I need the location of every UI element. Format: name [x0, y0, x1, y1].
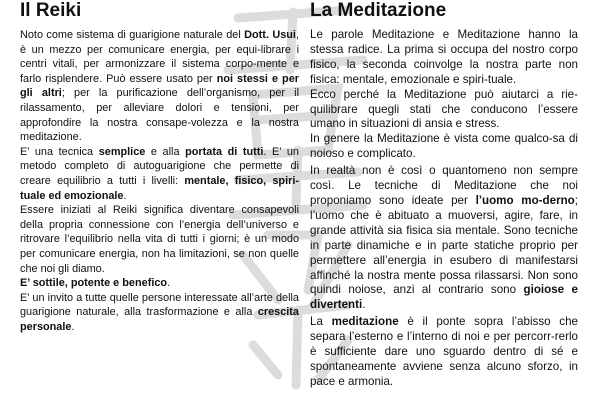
text-run: E’ un invito a tutte quelle persone interessate all’arte della guarigione naturale, alla trasformazione e alla: [20, 291, 299, 319]
text-run: .: [71, 320, 75, 333]
bold-run: gioiose e divertenti: [310, 283, 578, 312]
text-run: , è un mezzo per comunicare energia, per equi-librare i centri vitali, per armonizzare il sistema corpo-mente e farlo risplendere. Può essere usato per: [20, 29, 299, 85]
bold-run: semplice: [98, 145, 146, 158]
reiki-paragraph-5: [20, 291, 299, 335]
bold-run: E’ sottile, potente e benefico: [20, 277, 168, 290]
text-run: e alla: [145, 145, 186, 158]
text-run: ; per la purificazione dell’organismo, per il rilassamento, per alleviare dolori e tensioni, per approfondire la nostra consape-volezza e la nostra meditazione.: [20, 87, 299, 144]
meditazione-paragraph-5: [310, 315, 578, 390]
meditazione-paragraph-1: Le parole Meditazione e Meditazione hanno la stessa radice. La prima si occupa del nostro corpo fisico, la seconda coinvolge la nostra parte non fisica: mentale, emozionale e spiri-tuale.: [310, 28, 578, 86]
reiki-paragraph-3: Essere iniziati al Reiki significa diventare consapevoli della propria connessione con l’energia dell’universo e ritrovare l’equilibrio nella vita di tutti i giorni; è un modo per comunicare energia, non ha limitazioni, se non quelle che noi gli diamo.: [20, 204, 299, 275]
meditazione-title: La Meditazione: [310, 0, 447, 21]
text-run: E’ una tecnica: [20, 145, 99, 158]
text-run: .: [362, 298, 366, 312]
meditazione-body: [310, 28, 578, 390]
text-run: . E’ un metodo completo di autoguarigione che permette di creare equilibrio a tutti i livelli:: [20, 145, 299, 187]
meditazione-paragraph-2: Ecco perché la Meditazione può aiutarci a rie-quilibrare quegli stati che conducono l’essere umano in situazioni di ansia e stress.: [310, 87, 578, 131]
text-run: In realtà non è così o quantomeno non sempre così. Le tecniche di Meditazione che noi proponiamo sono ideate per: [310, 164, 578, 207]
bold-run: mentale, fisico, spiri-tuale ed emozionale: [20, 174, 299, 202]
reiki-paragraph-1: [20, 28, 299, 145]
bold-run: meditazione: [331, 315, 399, 329]
bold-run: l’uomo mo-derno: [475, 193, 575, 207]
bold-run: Dott. Usui: [244, 29, 296, 41]
bold-run: portata di tutti: [185, 145, 264, 158]
text-run: è il ponte sopra l’abisso che separa l’esterno e l’interno di noi e per percorr-rerlo è sufficiente dare uno sguardo dentro di sé e spontaneamente avviene senza alcuno sforzo, in pace e armonia.: [310, 315, 578, 388]
reiki-title: Il Reiki: [20, 0, 82, 21]
reiki-paragraph-4: [20, 276, 299, 291]
text-run: .: [123, 189, 127, 202]
text-run: ; l’uomo che è abituato a muoversi, agire, fare, in grande attività sia fisica sia mentale. Sono tecniche in parte dinamiche e in parte statiche proprio per permettere all’energia in esubero di manifestarsi affinché la nostra mente possa rilassarsi. Non sono quindi noiose, anzi al contrario sono: [310, 193, 578, 297]
text-run: La: [310, 315, 332, 329]
meditazione-paragraph-3: In genere la Meditazione è vista come qualco-sa di noioso e complicato.: [310, 132, 578, 161]
text-run: Noto come sistema di guarigione naturale del: [20, 29, 245, 41]
text-run: .: [167, 277, 171, 290]
bold-run: noi stessi e per gli altri: [20, 72, 299, 100]
bold-run: crescita personale: [20, 306, 299, 333]
reiki-paragraph-2: [20, 145, 299, 203]
meditazione-paragraph-4: [310, 164, 578, 313]
reiki-body: [20, 28, 299, 334]
